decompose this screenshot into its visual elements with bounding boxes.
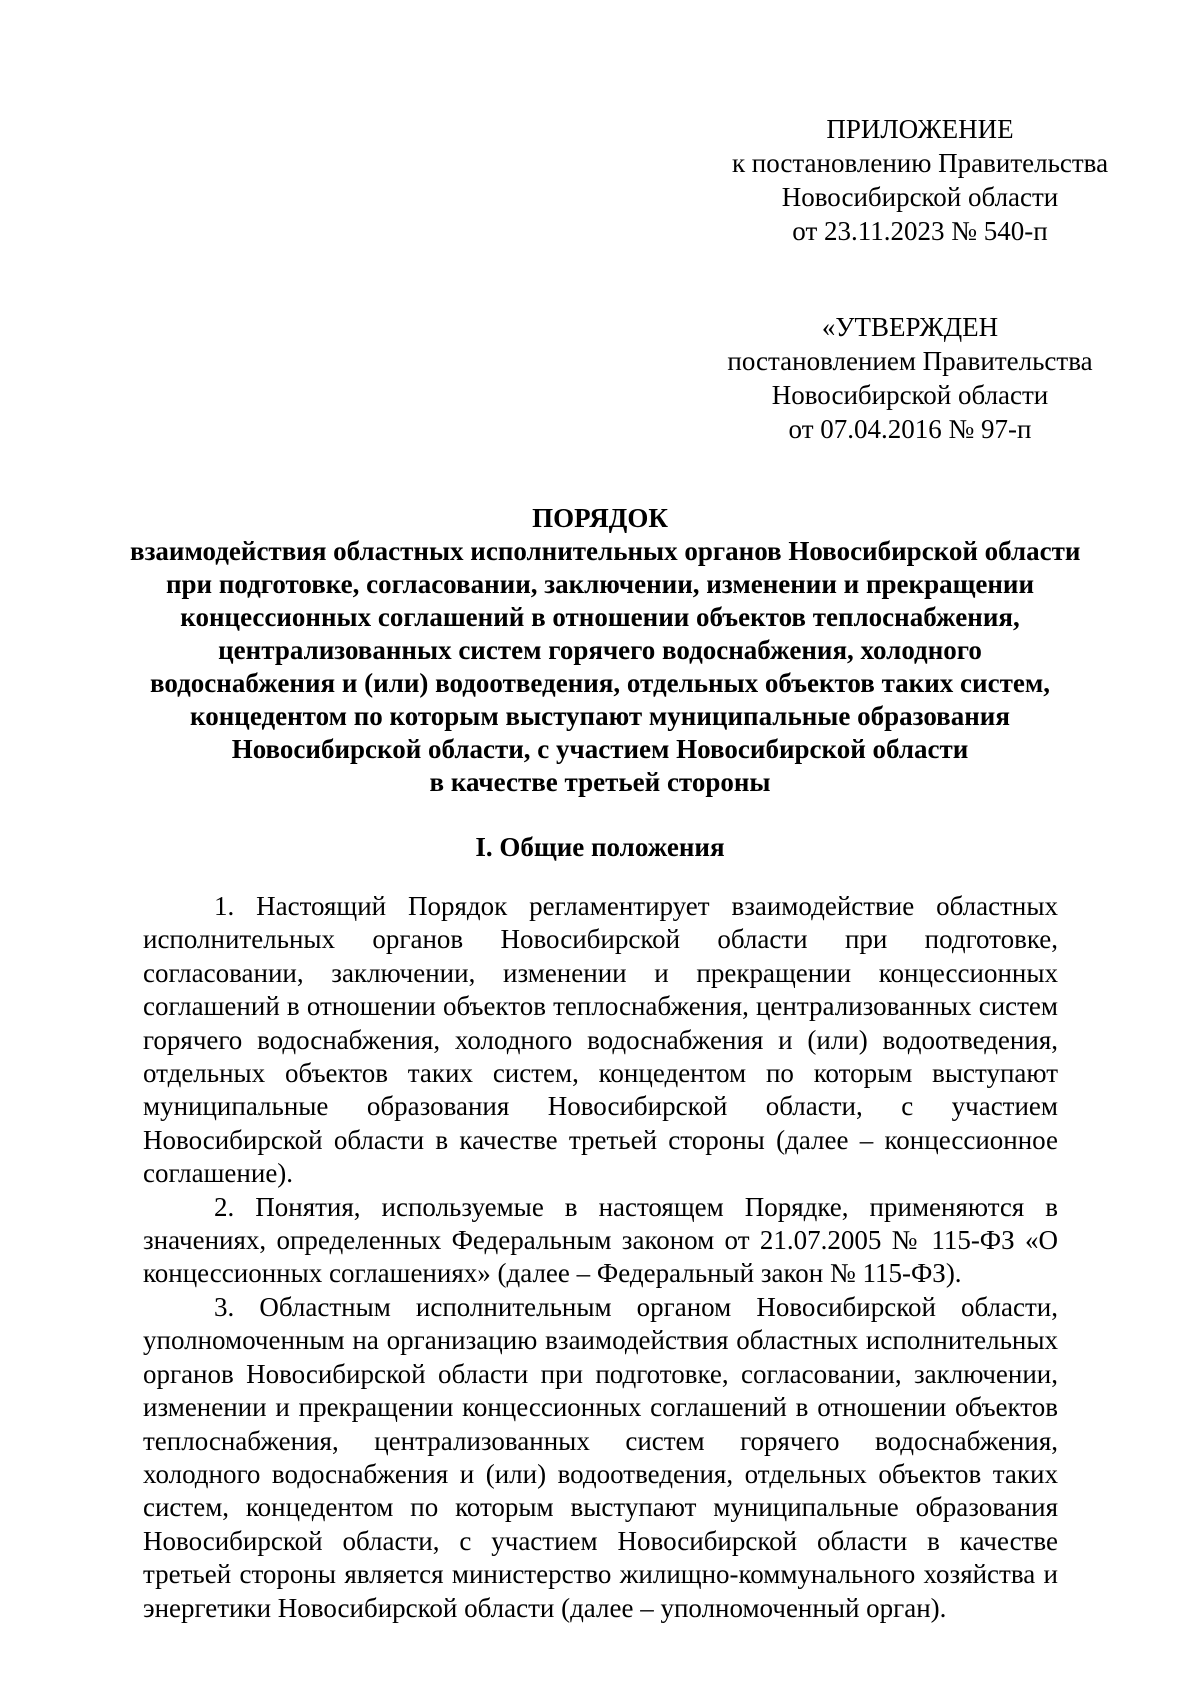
document-title <box>130 502 1081 799</box>
appendix-title: ПРИЛОЖЕНИЕ <box>826 114 1014 144</box>
paragraph: 2. Понятия, используемые в настоящем Порядке, применяются в значениях, определенных Федеральным законом от 21.07.2005 № 115-ФЗ «О концессионных соглашениях» (далее – Федеральный закон № 115-ФЗ). <box>143 1191 1058 1289</box>
title-line: концессионных соглашений в отношении объектов теплоснабжения, <box>180 602 1020 632</box>
paragraph: 1. Настоящий Порядок регламентирует взаимодействие областных исполнительных органов Новосибирской области при подготовке, согласовании, заключении, изменении и прекращении концессионных соглашений в отношении объектов теплоснабжения, централизованных систем горячего водоснабжения, холодного водоснабжения и (или) водоотведения, отдельных объектов таких систем, концедентом по которым выступают муниципальные образования Новосибирской области, с участием Новосибирской области в качестве третьей стороны (далее – концессионное соглашение). <box>143 891 1058 1189</box>
appendix-line: Новосибирской области <box>781 182 1059 212</box>
title-line: Новосибирской области, с участием Новосибирской области <box>231 734 969 764</box>
document-heading: ПОРЯДОК <box>532 503 668 533</box>
approved-title: «УТВЕРЖДЕН <box>821 312 999 342</box>
appendix-block <box>710 112 1130 248</box>
section-heading: I. Общие положения <box>475 832 725 862</box>
document-body <box>143 890 1058 1625</box>
paragraph: 3. Областным исполнительным органом Новосибирской области, уполномоченным на организацию взаимодействия областных исполнительных органов Новосибирской области при подготовке, согласовании, заключении, изменении и прекращении концессионных соглашений в отношении объектов теплоснабжения, централизованных систем горячего водоснабжения, холодного водоснабжения и (или) водоотведения, отдельных объектов таких систем, концедентом по которым выступают муниципальные образования Новосибирской области, с участием Новосибирской области в качестве третьей стороны является министерство жилищно-коммунального хозяйства и энергетики Новосибирской области (далее – уполномоченный орган). <box>143 1291 1058 1623</box>
approved-line: от 07.04.2016 № 97-п <box>788 414 1032 444</box>
appendix-line: к постановлению Правительства <box>731 148 1109 178</box>
approved-line: Новосибирской области <box>771 380 1049 410</box>
title-line: централизованных систем горячего водоснабжения, холодного <box>218 635 982 665</box>
title-line: концедентом по которым выступают муниципальные образования <box>190 701 1010 731</box>
appendix-line: от 23.11.2023 № 540-п <box>792 216 1048 246</box>
approved-line: постановлением Правительства <box>727 346 1093 376</box>
title-line: при подготовке, согласовании, заключении, изменении и прекращении <box>165 569 1035 599</box>
title-line: взаимодействия областных исполнительных органов Новосибирской области <box>130 536 1081 566</box>
approved-block <box>700 310 1120 446</box>
title-line: водоснабжения и (или) водоотведения, отдельных объектов таких систем, <box>150 668 1050 698</box>
title-line: в качестве третьей стороны <box>429 767 771 797</box>
